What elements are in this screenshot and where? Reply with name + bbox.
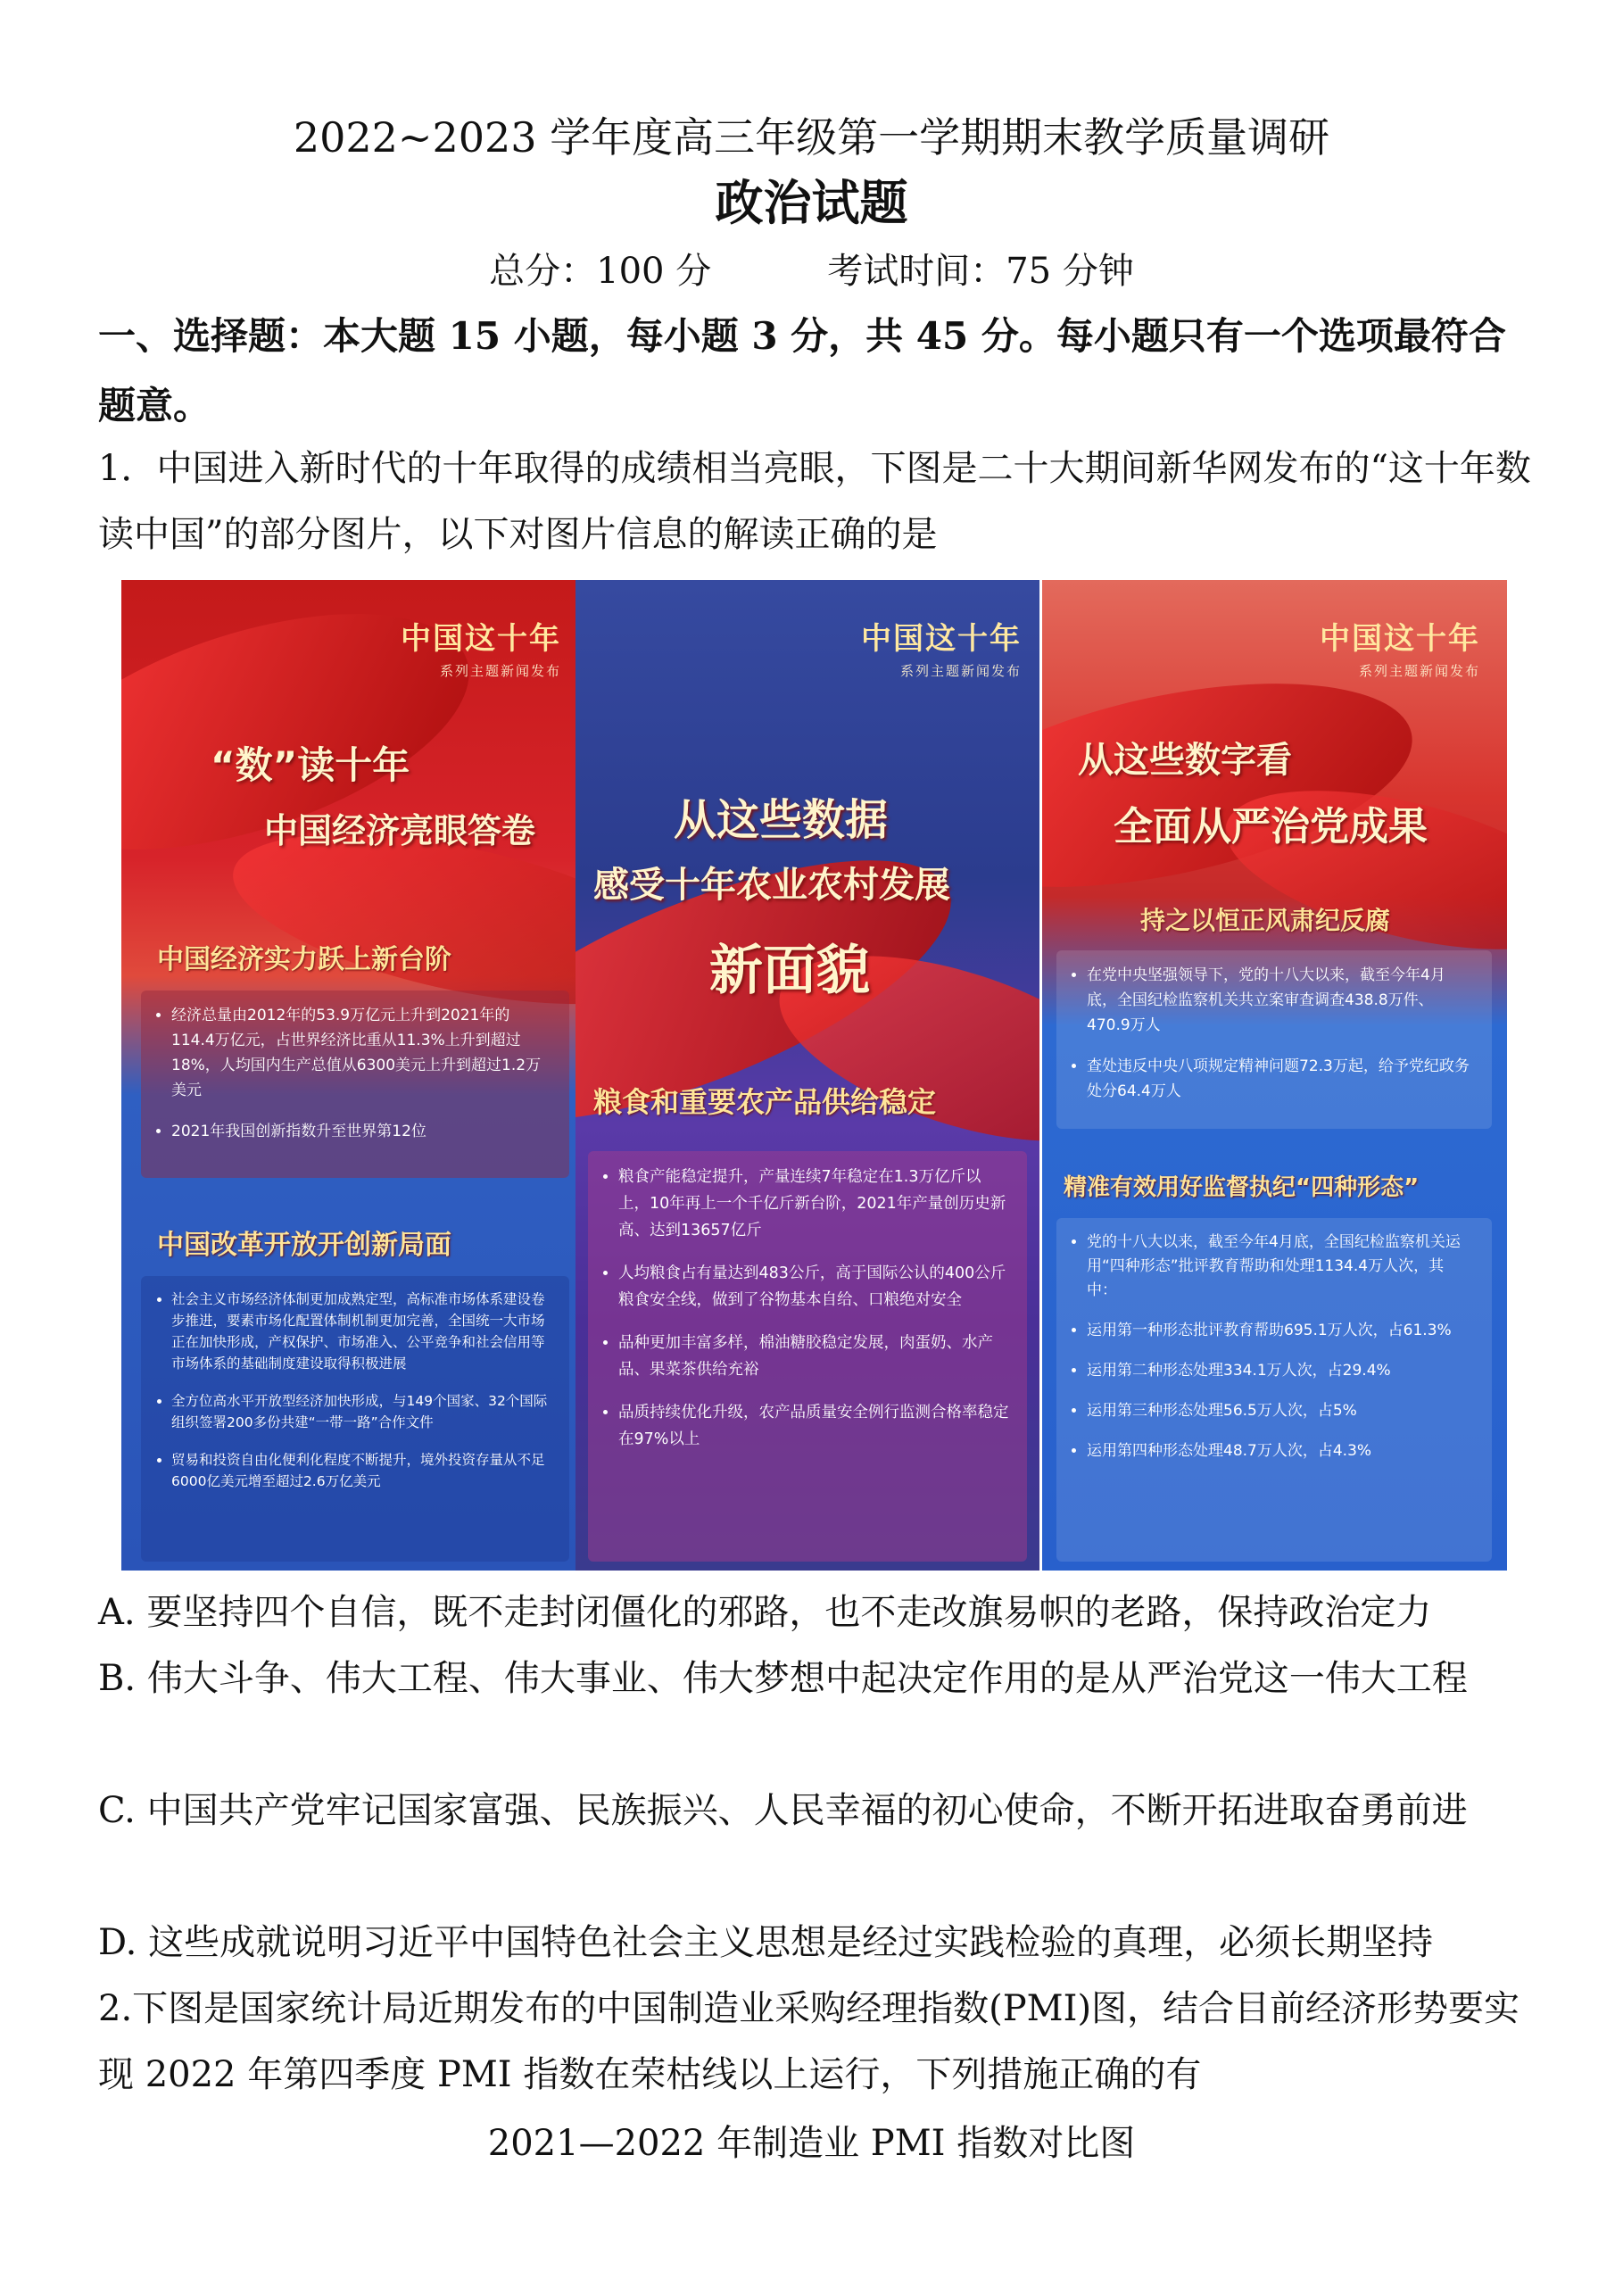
option-a: A. 要坚持四个自信，既不走封闭僵化的邪路，也不走改旗易帜的老路，保持政治定力 (98, 1592, 1432, 1633)
question-2-stem: 2.下图是国家统计局近期发布的中国制造业采购经理指数(PMI)图，结合目前经济形势要实现 2022 年第四季度 PMI 指数在荣枯线以上运行，下列措施正确的有 (98, 1988, 1520, 2095)
total-score: 总分：100 分 (489, 251, 712, 292)
poster-info-box (588, 1151, 1027, 1562)
poster-item: • 贸易和投资自由化便利化程度不断提升，境外投资存量从不足6000亿美元增至超过2.6万亿美元 (171, 1449, 551, 1492)
poster-item: • 运用第三种形态处理56.5万人次，占5% (1087, 1399, 1474, 1423)
poster-item: • 粮食产能稳定提升，产量连续7年稳定在1.3万亿斤以上，10年再上一个千亿斤新台阶，2021年产量创历史新高、达到13657亿斤 (618, 1164, 1009, 1244)
poster-section-title: 持之以恒正风肃纪反腐 (1140, 906, 1391, 935)
poster-item: • 人均粮食占有量达到483公斤，高于国际公认的400公斤粮食安全线，做到了谷物基本自给、口粮绝对安全 (618, 1260, 1009, 1314)
option-c: C. 中国共产党牢记国家富强、民族振兴、人民幸福的初心使命，不断开拓进取奋勇前进 (98, 1790, 1468, 1831)
poster-item: • 查处违反中央八项规定精神问题72.3万起，给予党纪政务处分64.4万人 (1087, 1054, 1474, 1104)
poster-item: • 2021年我国创新指数升至世界第12位 (171, 1119, 551, 1144)
exam-time: 考试时间：75 分钟 (827, 251, 1134, 292)
option-b: B. 伟大斗争、伟大工程、伟大事业、伟大梦想中起决定作用的是从严治党这一伟大工程 (98, 1658, 1468, 1699)
poster-party-governance (1042, 580, 1507, 1571)
poster-item: • 社会主义市场经济体制更加成熟定型，高标准市场体系建设卷步推进，要素市场化配置体制机制更加完善，全国统一大市场正在加快形成，产权保护、市场准入、公平竞争和社会信用等市场体系的基础制度建设取得积极进展 (171, 1289, 551, 1374)
poster-item: • 党的十八大以来，截至今年4月底，全国纪检监察机关运用“四种形态”批评教育帮助和处理1134.4万人次，其中： (1087, 1231, 1474, 1303)
poster-brand: 中国这十年 系列主题新闻发布 (1320, 621, 1480, 679)
poster-headline: 全面从严治党成果 (1114, 804, 1428, 850)
poster-headline: 新面貌 (709, 940, 870, 1002)
section-heading: 一、选择题：本大题 15 小题，每小题 3 分，共 45 分。每小题只有一个选项最符合题意。 (98, 314, 1506, 427)
poster-section-title: 粮食和重要农产品供给稳定 (593, 1085, 937, 1119)
subject-title: 政治试题 (715, 174, 908, 231)
poster-headline: 从这些数字看 (1078, 740, 1292, 781)
poster-economy (121, 580, 588, 1571)
poster-section-title: 中国经济实力跃上新台阶 (157, 944, 451, 975)
poster-section-title: 精准有效用好监督执纪“四种形态” (1064, 1174, 1420, 1201)
poster-headline: 中国经济亮眼答卷 (264, 811, 536, 850)
poster-info-box (1056, 1218, 1492, 1562)
question-1-stem: 1．中国进入新时代的十年取得的成绩相当亮眼，下图是二十大期间新华网发布的“这十年数读中国”的部分图片，以下对图片信息的解读正确的是 (98, 448, 1531, 555)
poster-info-box (141, 991, 569, 1178)
poster-headline: 从这些数据 (674, 795, 889, 845)
option-d: D. 这些成就说明习近平中国特色社会主义思想是经过实践检验的真理，必须长期坚持 (98, 1922, 1434, 1963)
exam-info (0, 243, 1623, 294)
poster-info-box (141, 1276, 569, 1562)
exam-title: 2022~2023 学年度高三年级第一学期期末教学质量调研 (293, 113, 1330, 162)
poster-info-box (1056, 950, 1492, 1129)
poster-headline: 感受十年农业农村发展 (593, 865, 950, 906)
poster-item: • 运用第二种形态处理334.1万人次，占29.4% (1087, 1359, 1474, 1383)
poster-item: • 运用第一种形态批评教育帮助695.1万人次，占61.3% (1087, 1319, 1474, 1343)
poster-item: • 全方位高水平开放型经济加快形成，与149个国家、32个国际组织签署200多份共建“一带一路”合作文件 (171, 1390, 551, 1433)
poster-headline: “数”读十年 (211, 743, 410, 787)
poster-section-title: 中国改革开放开创新局面 (157, 1230, 451, 1261)
poster-brand: 中国这十年 系列主题新闻发布 (861, 621, 1022, 679)
poster-item: • 品种更加丰富多样，棉油糖胶稳定发展，肉蛋奶、水产品、果菜茶供给充裕 (618, 1330, 1009, 1383)
poster-item: • 品质持续优化升级，农产品质量安全例行监测合格率稳定在97%以上 (618, 1399, 1009, 1453)
poster-item: • 经济总量由2012年的53.9万亿元上升到2021年的114.4万亿元，占世界经济比重从11.3%上升到超过18%，人均国内生产总值从6300美元上升到超过1.2万美元 (171, 1003, 551, 1103)
poster-agriculture (576, 580, 1039, 1571)
poster-item: • 在党中央坚强领导下，党的十八大以来，截至今年4月底，全国纪检监察机关共立案审查调查438.8万件、470.9万人 (1087, 963, 1474, 1038)
poster-item: • 运用第四种形态处理48.7万人次，占4.3% (1087, 1439, 1474, 1463)
poster-brand: 中国这十年 系列主题新闻发布 (401, 621, 561, 679)
chart-title: 2021—2022 年制造业 PMI 指数对比图 (487, 2123, 1136, 2164)
